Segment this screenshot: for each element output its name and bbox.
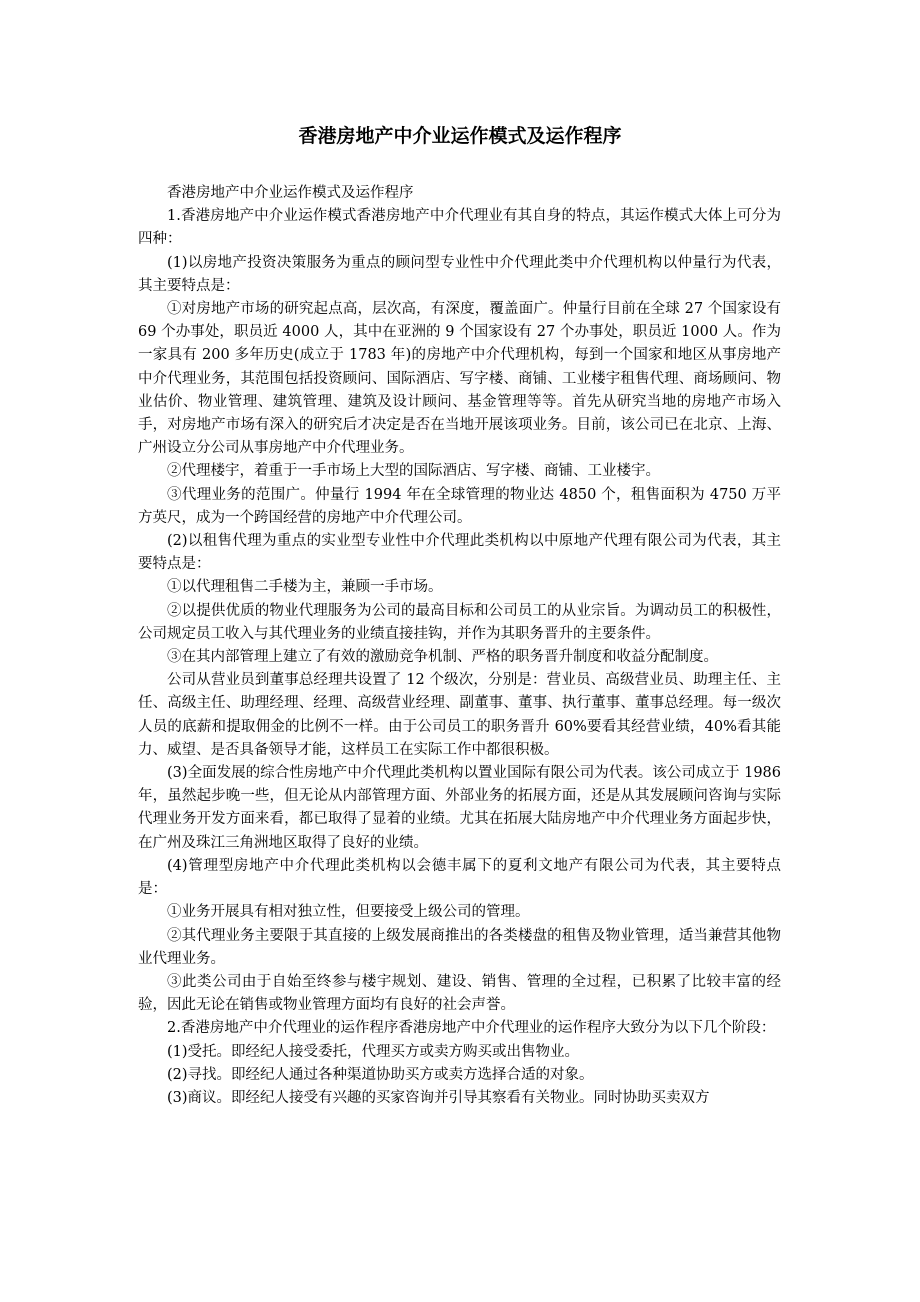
paragraph: (2)寻找。即经纪人通过各种渠道协助买方或卖方选择合适的对象。 <box>167 1066 594 1083</box>
paragraph: 公司从营业员到董事总经理共设置了 12 个级次，分别是：营业员、高级营业员、助理主任、主任、高级主任、助理经理、经理、高级营业经理、副董事、董事、执行董事、董事总经理。每一级次人员的底薪和提取佣金的比例不一样。由于公司员工的职务晋升 60%要看其经营业绩，40%看其能力、威望、是否具备领导才能，这样员工在实际工作中都很积极。 <box>138 672 781 758</box>
paragraph: ①业务开展具有相对独立性，但要接受上级公司的管理。 <box>167 904 530 921</box>
paragraph: 香港房地产中介业运作模式及运作程序 <box>167 185 414 201</box>
paragraph: ③代理业务的范围广。仲量行 1994 年在全球管理的物业达 4850 个，租售面积为 4750 万平方英尺，成为一个跨国经营的房地产中介代理公司。 <box>138 486 781 526</box>
paragraph: (3)全面发展的综合性房地产中介代理此类机构以置业国际有限公司为代表。该公司成立于 1986 年，虽然起步晚一些，但无论从内部管理方面、外部业务的拓展方面，还是从其发展顾问咨询与实际代理业务开发方面来看，都已取得了显着的业绩。尤其在拓展大陆房地产中介代理业务方面起步快，在广州及珠江三角洲地区取得了良好的业绩。 <box>138 765 781 851</box>
paragraph: 2.香港房地产中介代理业的运作程序香港房地产中介代理业的运作程序大致分为以下几个阶段： <box>167 1020 776 1037</box>
paragraph: ②以提供优质的物业代理服务为公司的最高目标和公司员工的从业宗旨。为调动员工的积极性，公司规定员工收入与其代理业务的业绩直接挂钩，并作为其职务晋升的主要条件。 <box>138 602 781 642</box>
paragraph: ②代理楼宇，着重于一手市场上大型的国际酒店、写字楼、商铺、工业楼宇。 <box>167 463 660 480</box>
paragraph: ③此类公司由于自始至终参与楼宇规划、建设、销售、管理的全过程，已积累了比较丰富的经验，因此无论在销售或物业管理方面均有良好的社会声誉。 <box>138 973 781 1014</box>
paragraph: (4)管理型房地产中介代理此类机构以会德丰属下的夏利文地产有限公司为代表，其主要特点是： <box>138 857 781 898</box>
paragraph: (2)以租售代理为重点的实业型专业性中介代理此类机构以中原地产代理有限公司为代表，其主要特点是： <box>138 533 781 573</box>
paragraph: (1)以房地产投资决策服务为重点的顾问型专业性中介代理此类中介代理机构以仲量行为代表，其主要特点是： <box>138 254 781 294</box>
paragraph: ①以代理租售二手楼为主，兼顾一手市场。 <box>167 579 443 596</box>
paragraph: ②其代理业务主要限于其直接的上级发展商推出的各类楼盘的租售及物业管理，适当兼营其他物业代理业务。 <box>138 927 781 967</box>
document-body <box>138 182 781 1110</box>
paragraph: 1.香港房地产中介业运作模式香港房地产中介代理业有其自身的特点，其运作模式大体上可分为四种： <box>138 208 781 248</box>
document-title: 香港房地产中介业运作模式及运作程序 <box>298 125 622 147</box>
paragraph: ①对房地产市场的研究起点高，层次高，有深度，覆盖面广。仲量行目前在全球 27 个国家设有 69 个办事处，职员近 4000 人，其中在亚洲的 9 个国家设有 27 个办事处，职员近 1000 人。作为一家具有 200 多年历史(成立于 1783 年)的房地产中介代理机构，每到一个国家和地区从事房地产中介代理业务，其范围包括投资顾问、国际酒店、写字楼、商铺、工业楼宇租售代理、商场顾问、物业估价、物业管理、建筑管理、建筑及设计顾问、基金管理等等。首先从研究当地的房地产市场入手，对房地产市场有深入的研究后才决定是否在当地开展该项业务。目前，该公司已在北京、上海、广州设立分公司从事房地产中介代理业务。 <box>138 301 781 457</box>
paragraph: (1)受托。即经纪人接受委托，代理买方或卖方购买或出售物业。 <box>167 1043 580 1060</box>
paragraph: (3)商议。即经纪人接受有兴趣的买家咨询并引导其察看有关物业。同时协助买卖双方 <box>167 1089 710 1106</box>
paragraph: ③在其内部管理上建立了有效的激励竞争机制、严格的职务晋升制度和收益分配制度。 <box>167 649 718 666</box>
